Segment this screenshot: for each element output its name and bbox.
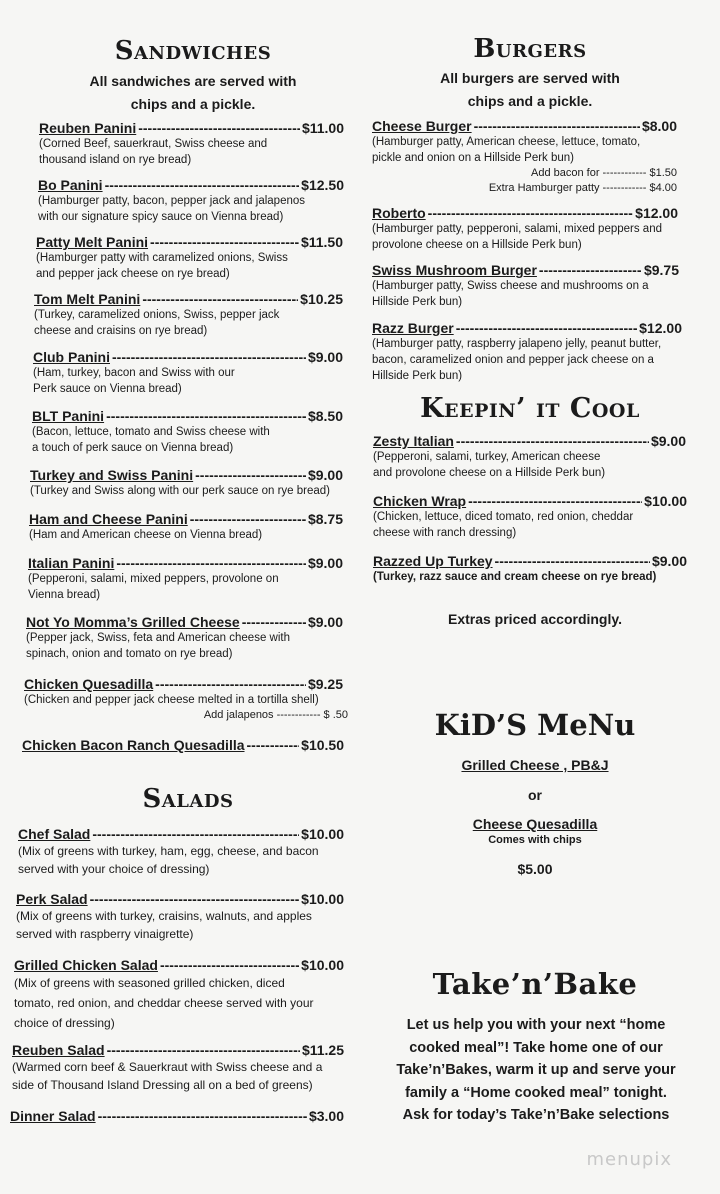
item-name: Patty Melt Panini (36, 234, 149, 250)
leader-dots (190, 511, 306, 527)
leader-dots (468, 493, 642, 509)
item-desc: pickle and onion on a Hillside Perk bun) (372, 152, 575, 164)
leader-dots (98, 1108, 307, 1124)
leader-dots (92, 826, 299, 842)
item-name: Dinner Salad (10, 1108, 96, 1124)
kids-option-2-text: Cheese Quesadilla (472, 816, 598, 832)
item-desc: with our signature spicy sauce on Vienna bread) (38, 211, 284, 223)
item-price: $3.00 (308, 1108, 344, 1124)
item-desc: (Hamburger patty, raspberry jalapeno jelly, peanut butter, (372, 338, 662, 350)
kids-option-2 (390, 816, 680, 832)
leader-dots (277, 708, 321, 723)
item-price: $10.25 (300, 291, 343, 307)
addon-label: Add bacon for (531, 167, 600, 179)
item-desc: (Pepperoni, salami, turkey, American cheese (373, 451, 601, 463)
item-price: $8.75 (307, 511, 343, 527)
leader-dots (106, 408, 306, 424)
leader-dots (247, 737, 300, 753)
menu-item-reuben-salad (12, 1042, 348, 1094)
menu-item-chef-salad (18, 826, 344, 878)
item-price: $12.50 (301, 177, 344, 193)
menu-item-turkey-swiss-panini (30, 467, 352, 499)
addon-price: $1.50 (649, 167, 677, 179)
leader-dots (150, 234, 299, 250)
item-price: $10.00 (644, 493, 687, 509)
item-price: $10.00 (301, 826, 344, 842)
item-desc: provolone cheese on a Hillside Perk bun) (372, 239, 582, 251)
item-desc: (Turkey, razz sauce and cream cheese on rye bread) (373, 571, 657, 583)
leader-dots (90, 891, 300, 907)
item-price: $9.00 (650, 433, 686, 449)
burgers-note-line1: All burgers are served with (440, 70, 620, 86)
item-price: $11.25 (301, 1042, 344, 1058)
take-n-bake-description (366, 1014, 706, 1127)
leader-dots (242, 614, 306, 630)
addon-jalapenos (24, 708, 348, 723)
item-name: BLT Panini (32, 408, 105, 424)
item-price: $9.00 (307, 555, 343, 571)
menu-item-patty-melt-panini (36, 234, 343, 282)
addon-bacon (372, 166, 677, 181)
take-n-bake-line: Let us help you with your next “home (406, 1017, 666, 1033)
sandwiches-note-line1: All sandwiches are served with (89, 73, 297, 89)
item-price: $11.50 (300, 234, 343, 250)
item-price: $9.00 (307, 349, 343, 365)
leader-dots (107, 1042, 300, 1058)
kids-option-1-text: Grilled Cheese , PB&J (461, 757, 609, 773)
item-name: Ham and Cheese Panini (29, 511, 188, 527)
item-name: Tom Melt Panini (34, 291, 141, 307)
item-price: $9.25 (307, 676, 343, 692)
item-name: Club Panini (33, 349, 110, 365)
leader-dots (495, 553, 650, 569)
leader-dots (428, 205, 634, 221)
item-price: $10.00 (301, 957, 344, 973)
addon-label: Extra Hamburger patty (488, 182, 600, 194)
item-name: Turkey and Swiss Panini (30, 467, 194, 483)
item-desc: Vienna bread) (28, 589, 101, 601)
item-name: Grilled Chicken Salad (14, 957, 158, 973)
take-n-bake-line: family a “Home cooked meal” tonight. (405, 1084, 667, 1101)
addon-extra-patty (372, 181, 677, 196)
menu-item-reuben-panini (39, 120, 344, 168)
item-desc: (Pepperoni, salami, mixed peppers, provolone on (28, 573, 279, 585)
item-desc: (Hamburger patty, American cheese, lettuce, tomato, (372, 136, 641, 148)
item-desc: (Warmed corn beef & Sauerkraut with Swiss cheese and a (12, 1060, 323, 1074)
item-name: Italian Panini (28, 555, 115, 571)
item-desc: cheese and craisins on rye bread) (34, 325, 208, 337)
menu-item-zesty-italian (373, 433, 686, 481)
leader-dots (456, 433, 649, 449)
item-price: $12.00 (639, 320, 682, 336)
item-price: $11.00 (301, 120, 344, 136)
item-desc: and pepper jack cheese on rye bread) (36, 268, 230, 280)
menu-item-razz-burger (372, 320, 682, 384)
item-desc: served with raspberry vinaigrette) (16, 927, 194, 941)
sandwiches-note (48, 70, 338, 116)
item-desc: served with your choice of dressing) (18, 862, 210, 876)
leader-dots (155, 676, 306, 692)
menu-item-club-panini (33, 349, 343, 397)
salads-heading: Salads (142, 784, 234, 814)
item-price: $9.00 (307, 467, 343, 483)
menu-item-blt-panini (32, 408, 343, 456)
item-price: $9.75 (643, 262, 679, 278)
item-desc: Perk sauce on Vienna bread) (33, 383, 182, 395)
kids-price: $5.00 (517, 861, 553, 877)
item-desc: and provolone cheese on a Hillside Perk bun) (373, 467, 606, 479)
leader-dots (160, 957, 299, 973)
menu-item-razzed-up-turkey (373, 553, 687, 585)
menu-item-roberto (372, 205, 678, 253)
item-price: $12.00 (635, 205, 678, 221)
burgers-heading: Burgers (473, 34, 587, 64)
item-name: Zesty Italian (373, 433, 454, 449)
item-desc: spinach, onion and tomato on rye bread) (26, 648, 233, 660)
burgers-note (390, 67, 670, 113)
leader-dots (603, 181, 647, 196)
menu-item-grilled-chicken-salad (14, 957, 344, 1033)
item-name: Swiss Mushroom Burger (372, 262, 537, 278)
menu-item-italian-panini (28, 555, 343, 603)
item-desc: (Mix of greens with turkey, ham, egg, cheese, and bacon (18, 844, 319, 858)
item-name: Reuben Salad (12, 1042, 105, 1058)
item-name: Chicken Bacon Ranch Quesadilla (22, 737, 245, 753)
item-desc: (Bacon, lettuce, tomato and Swiss cheese with (32, 426, 270, 438)
item-desc: (Mix of greens with seasoned grilled chicken, diced (14, 976, 285, 990)
item-price: $9.00 (651, 553, 687, 569)
leader-dots (138, 120, 300, 136)
item-desc: cheese with ranch dressing) (373, 527, 517, 539)
item-desc: (Ham and American cheese on Vienna bread) (29, 529, 263, 541)
leader-dots (456, 320, 637, 336)
kids-comes-with: Comes with chips (488, 834, 582, 846)
item-name: Chicken Wrap (373, 493, 467, 509)
item-desc: (Turkey and Swiss along with our perk sauce on rye bread) (30, 485, 330, 497)
item-desc: (Pepper jack, Swiss, feta and American cheese with (26, 632, 290, 644)
item-desc: side of Thousand Island Dressing all on a bed of greens) (12, 1078, 313, 1092)
menu-item-chicken-wrap (373, 493, 687, 541)
leader-dots (105, 177, 300, 193)
item-price: $10.00 (301, 891, 344, 907)
menu-item-dinner-salad (10, 1108, 344, 1124)
item-name: Razz Burger (372, 320, 454, 336)
item-desc: thousand island on rye bread) (39, 154, 192, 166)
item-desc: (Corned Beef, sauerkraut, Swiss cheese and (39, 138, 268, 150)
leader-dots (142, 291, 298, 307)
menupix-watermark: menupix (586, 1149, 672, 1170)
leader-dots (603, 166, 647, 181)
leader-dots (539, 262, 642, 278)
burgers-note-line2: chips and a pickle. (467, 93, 593, 109)
item-desc: Hillside Perk bun) (372, 370, 463, 382)
leader-dots (474, 118, 640, 134)
addon-label: Add jalapenos (203, 709, 274, 721)
item-name: Chicken Quesadilla (24, 676, 154, 692)
item-desc: (Chicken, lettuce, diced tomato, red onion, cheddar (373, 511, 634, 523)
menu-item-tom-melt-panini (34, 291, 343, 339)
item-desc: (Turkey, caramelized onions, Swiss, pepper jack (34, 309, 280, 321)
item-desc: Hillside Perk bun) (372, 296, 463, 308)
item-desc: (Hamburger patty, pepperoni, salami, mixed peppers and (372, 223, 662, 235)
menu-item-not-yo-mommas-grilled-cheese (26, 614, 343, 662)
item-desc: choice of dressing) (14, 1016, 115, 1030)
keepin-it-cool-heading: Keepin’ it Cool (420, 393, 640, 424)
item-name: Reuben Panini (39, 120, 137, 136)
take-n-bake-line: Ask for today’s Take’n’Bake selections (402, 1107, 670, 1123)
item-name: Cheese Burger (372, 118, 472, 134)
menu-item-swiss-mushroom-burger (372, 262, 679, 310)
menu-item-bo-panini (38, 177, 344, 225)
item-price: $8.50 (307, 408, 343, 424)
take-n-bake-heading: Take’n’Bake (432, 967, 638, 1001)
item-desc: (Hamburger patty, bacon, pepper jack and jalapenos (38, 195, 306, 207)
kids-or: or (528, 787, 542, 803)
sandwiches-heading: Sandwiches (114, 36, 272, 66)
menu-item-cheese-burger (372, 118, 677, 196)
item-name: Perk Salad (16, 891, 88, 907)
extras-note: Extras priced accordingly. (447, 611, 623, 627)
item-desc: (Chicken and pepper jack cheese melted in a tortilla shell) (24, 694, 319, 706)
addon-price: $4.00 (649, 182, 677, 194)
leader-dots (116, 555, 306, 571)
addon-price: $ .50 (323, 709, 348, 721)
kids-option-1 (390, 757, 680, 773)
item-desc: (Hamburger patty with caramelized onions, Swiss (36, 252, 288, 264)
leader-dots (112, 349, 306, 365)
item-name: Bo Panini (38, 177, 103, 193)
menu-item-chicken-bacon-ranch-quesadilla (22, 737, 344, 753)
menu-item-perk-salad (16, 891, 344, 943)
menu-item-chicken-quesadilla (24, 676, 348, 723)
sandwiches-note-line2: chips and a pickle. (130, 96, 256, 112)
item-desc: (Mix of greens with turkey, craisins, walnuts, and apples (16, 909, 312, 923)
item-desc: tomato, red onion, and cheddar cheese served with your (14, 996, 314, 1010)
item-desc: (Ham, turkey, bacon and Swiss with our (33, 367, 235, 379)
leader-dots (195, 467, 306, 483)
item-price: $10.50 (301, 737, 344, 753)
item-name: Razzed Up Turkey (373, 553, 493, 569)
take-n-bake-line: Take’n’Bakes, warm it up and serve your (396, 1062, 676, 1078)
item-name: Not Yo Momma’s Grilled Cheese (26, 614, 240, 630)
item-desc: a touch of perk sauce on Vienna bread) (32, 442, 234, 454)
item-desc: bacon, caramelized onion and pepper jack cheese on a (372, 354, 654, 366)
item-price: $9.00 (307, 614, 343, 630)
item-desc: (Hamburger patty, Swiss cheese and mushrooms on a (372, 280, 649, 292)
menu-item-ham-cheese-panini (29, 511, 343, 543)
item-price: $8.00 (641, 118, 677, 134)
take-n-bake-line: cooked meal”! Take home one of our (409, 1039, 663, 1056)
kids-menu-heading: KiD’S MeNu (434, 708, 636, 742)
item-name: Chef Salad (18, 826, 91, 842)
item-name: Roberto (372, 205, 426, 221)
